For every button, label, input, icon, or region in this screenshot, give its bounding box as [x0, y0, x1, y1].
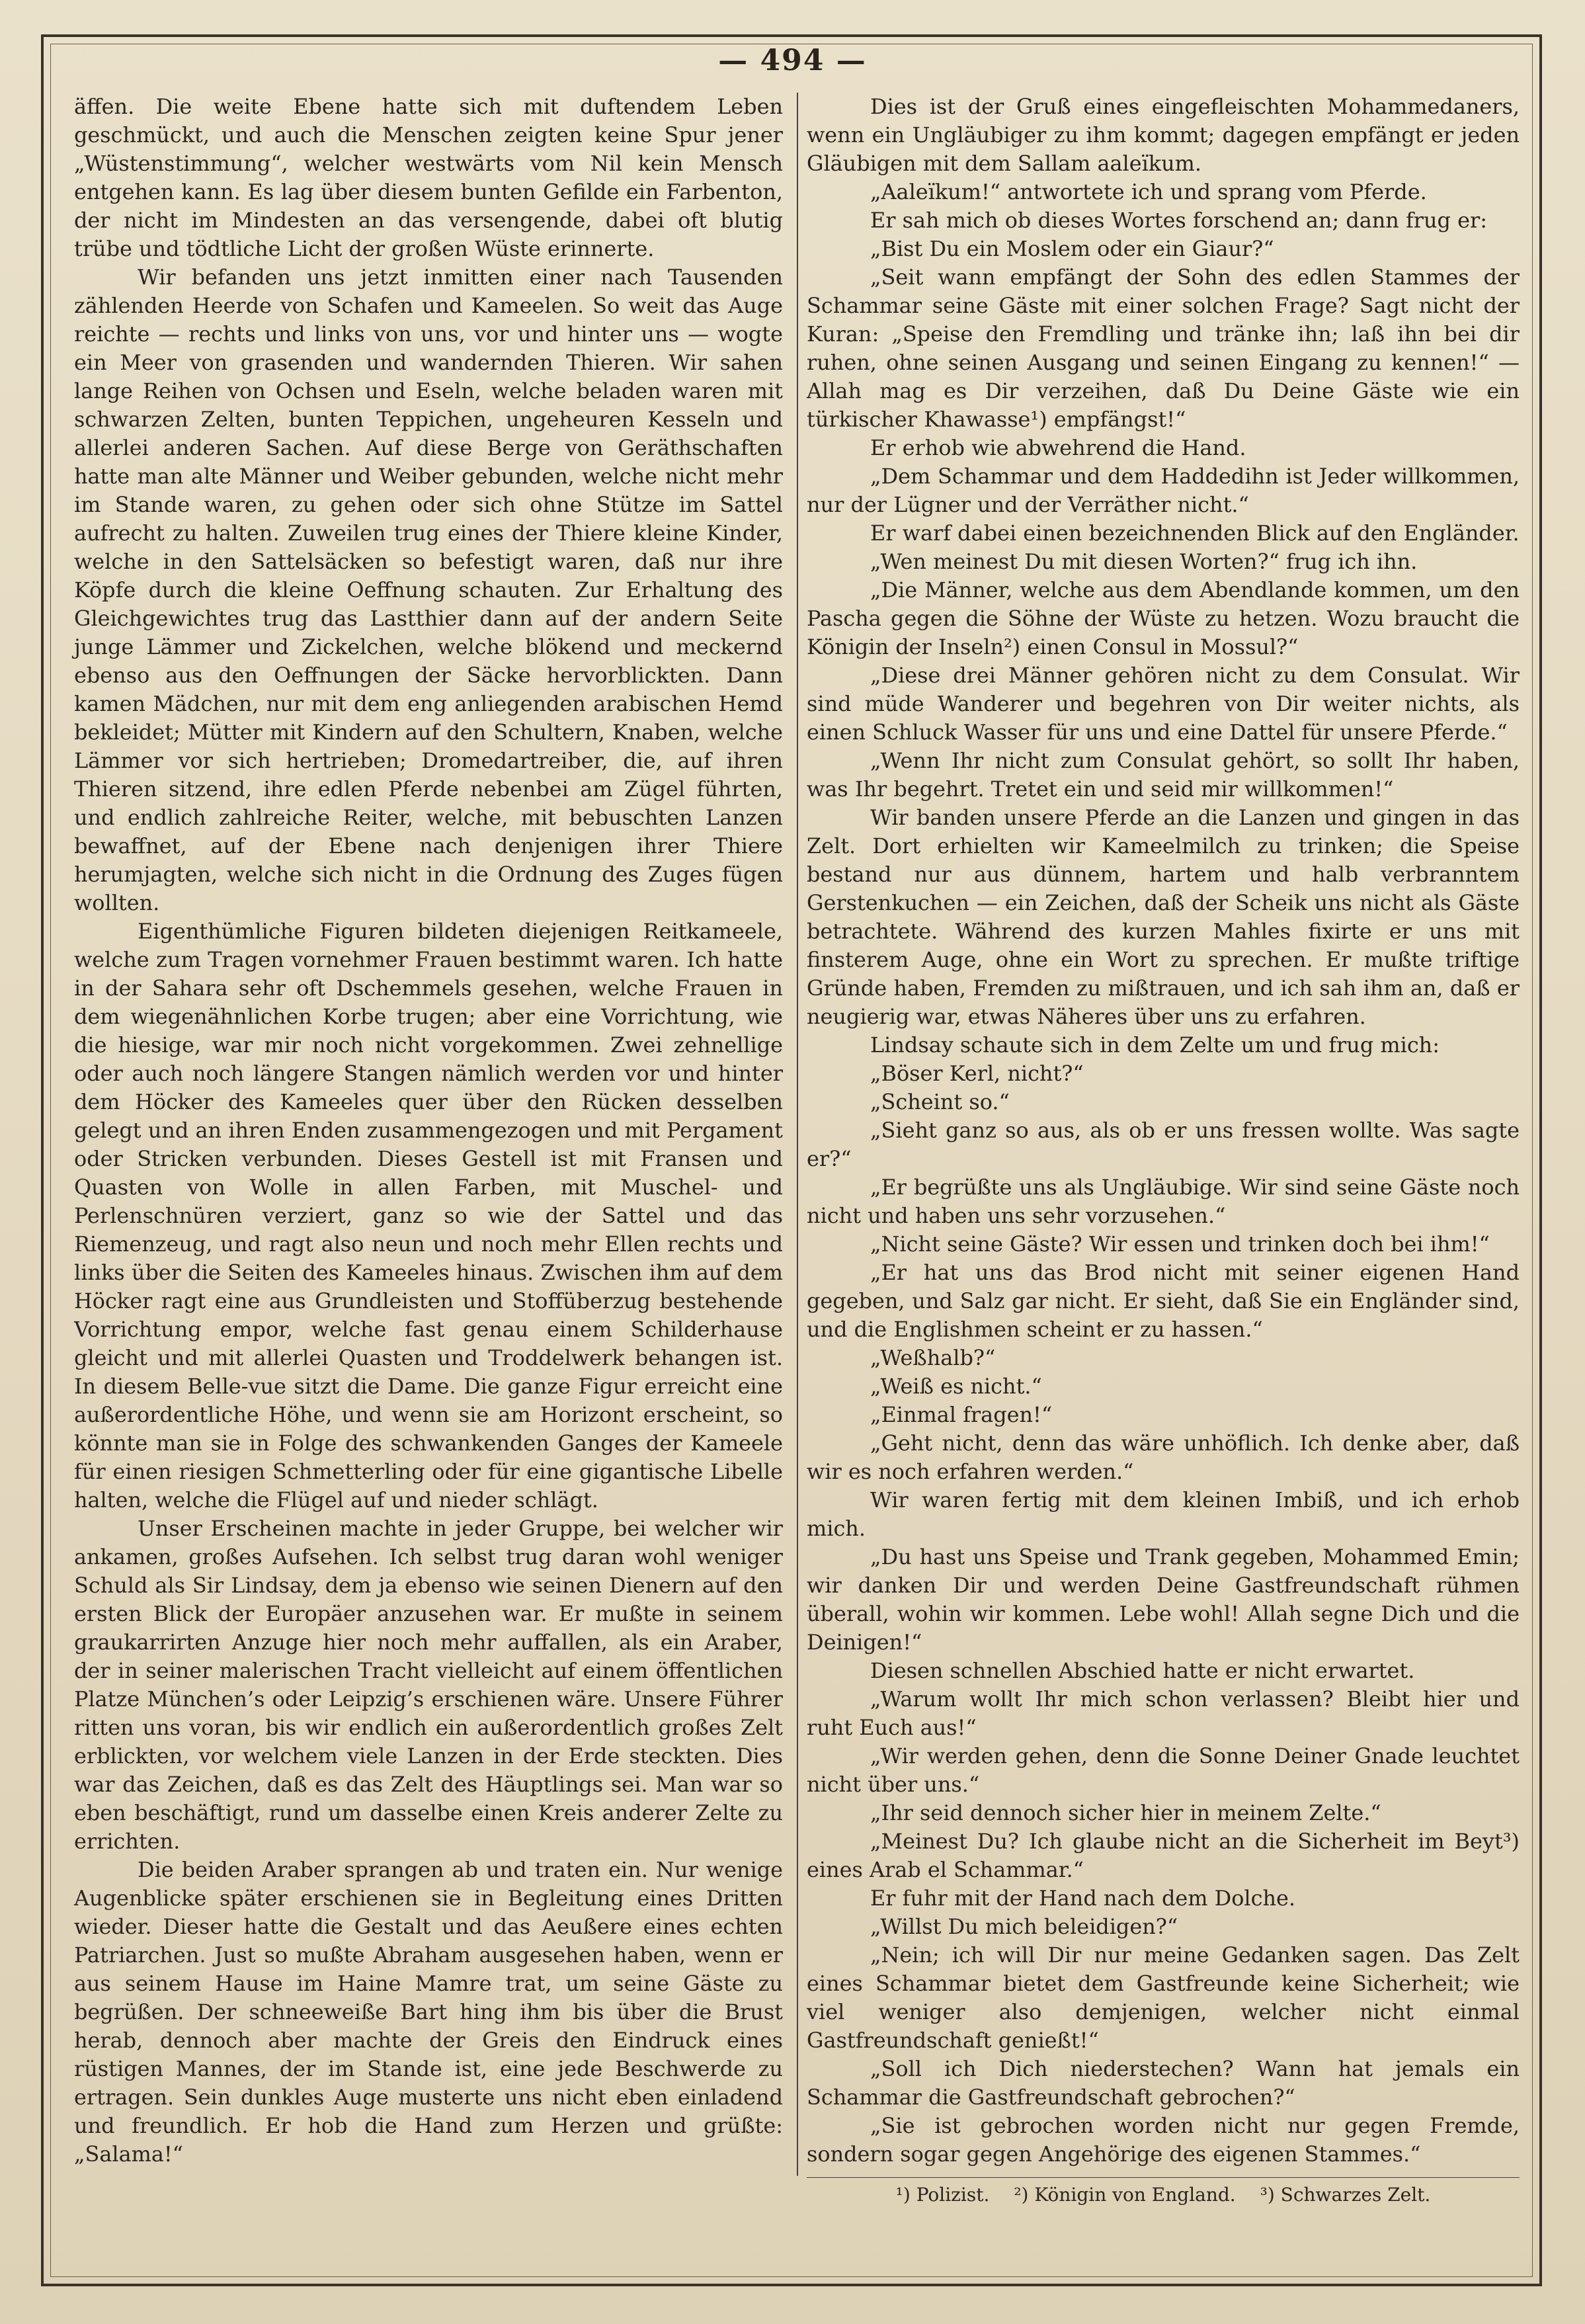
- paragraph: „Bist Du ein Moslem oder ein Giaur?“: [870, 236, 1274, 261]
- paragraph: Lindsay schaute sich in dem Zelte um und frug mich:: [870, 1032, 1440, 1058]
- paragraph: „Aaleïkum!“ antwortete ich und sprang vom Pferde.: [870, 179, 1427, 204]
- footnotes: [807, 2177, 1520, 2207]
- paragraph: „Sie ist gebrochen worden nicht nur gegen Fremde, sondern sogar gegen Angehörige des eigenen Stammes.“: [807, 2113, 1520, 2167]
- paragraph: Wir banden unsere Pferde an die Lanzen und gingen in das Zelt. Dort erhielten wir Kameelmilch zu trinken; die Speise bestand nur aus dünnem, hartem und halb verbranntem Gerstenkuchen — ein Zeichen, daß der Scheik uns nicht als Gäste betrachtete. Während des kurzen Mahles fixirte er uns mit finsterem Auge, ohne ein Wort zu sprechen. Er mußte triftige Gründe haben, Fremden zu mißtrauen, und ich sah ihm an, daß er neugierig war, etwas Näheres über uns zu erfahren.: [807, 805, 1520, 1029]
- page-number: — 494 —: [718, 44, 867, 77]
- left-column: [74, 93, 783, 2169]
- paragraph: „Er hat uns das Brod nicht mit seiner eigenen Hand gegeben, und Salz gar nicht. Er sieht, daß Sie ein Engländer sind, und die Englishmen scheint er zu hassen.“: [807, 1260, 1520, 1342]
- paragraph: „Nicht seine Gäste? Wir essen und trinken doch bei ihm!“: [870, 1231, 1490, 1257]
- column-divider: [797, 93, 798, 2176]
- paragraph: „Wenn Ihr nicht zum Consulat gehört, so sollt Ihr haben, was Ihr begehrt. Tretet ein und seid mir willkommen!“: [807, 748, 1520, 802]
- paragraph: „Willst Du mich beleidigen?“: [870, 1914, 1178, 1939]
- paragraph: Wir befanden uns jetzt inmitten einer nach Tausenden zählenden Heerde von Schafen und Kameelen. So weit das Auge reichte — rechts und links von uns, vor und hinter uns — wogte ein Meer von grasenden und wandernden Thieren. Wir sahen lange Reihen von Ochsen und Eseln, welche beladen waren mit schwarzen Zelten, bunten Teppichen, ungeheuren Kesseln und allerlei anderen Sachen. Auf diese Berge von Geräthschaften hatte man alte Männer und Weiber gebunden, welche nicht mehr im Stande waren, zu gehen oder sich ohne Stütze im Sattel aufrecht zu halten. Zuweilen trug eines der Thiere kleine Kinder, welche in den Sattelsäcken so befestigt waren, daß nur ihre Köpfe durch die kleine Oeffnung schauten. Zur Erhaltung des Gleichgewichtes trug das Lastthier dann auf der andern Seite junge Lämmer und Zickelchen, welche blökend und meckernd ebenso aus den Oeffnungen der Säcke hervorblickten. Dann kamen Mädchen, nur mit dem eng anliegenden arabischen Hemd bekleidet; Mütter mit Kindern auf den Schultern, Knaben, welche Lämmer vor sich hertrieben; Dromedartreiber, die, auf ihren Thieren sitzend, ihre edlen Pferde nebenbei am Zügel führten, und endlich zahlreiche Reiter, welche, mit bebuschten Lanzen bewaffnet, auf der Ebene nach denjenigen ihrer Thiere herumjagten, welche sich nicht in die Ordnung des Zuges fügen wollten.: [74, 265, 783, 915]
- footnote: ²) Königin von England.: [1014, 2184, 1236, 2206]
- paragraph: „Diese drei Männer gehören nicht zu dem Consulat. Wir sind müde Wanderer und begehren von Dir weiter nichts, als einen Schluck Wasser für uns und eine Dattel für unsere Pferde.“: [807, 663, 1520, 745]
- paragraph: „Böser Kerl, nicht?“: [870, 1061, 1084, 1086]
- paragraph: „Einmal fragen!“: [870, 1402, 1053, 1427]
- paragraph: Er sah mich ob dieses Wortes forschend an; dann frug er:: [870, 208, 1487, 233]
- paragraph: „Meinest Du? Ich glaube nicht an die Sicherheit im Beyt³) eines Arab el Schammar.“: [807, 1829, 1520, 1882]
- paragraph: Eigenthümliche Figuren bildeten diejenigen Reitkameele, welche zum Tragen vornehmer Frauen bestimmt waren. Ich hatte in der Sahara sehr oft Dschemmels gesehen, welche Frauen in dem wiegenähnlichen Korbe trugen; aber eine Vorrichtung, wie die hiesige, war mir noch nicht vorgekommen. Zwei zehnellige oder auch noch längere Stangen nämlich werden vor und hinter dem Höcker des Kameeles quer über den Rücken desselben gelegt und an ihren Enden zusammengezogen und mit Pergament oder Stricken verbunden. Dieses Gestell ist mit Fransen und Quasten von Wolle in allen Farben, mit Muschel- und Perlenschnüren verziert, ganz so wie der Sattel und das Riemenzeug, und ragt also neun und noch mehr Ellen rechts und links über die Seiten des Kameeles hinaus. Zwischen ihm auf dem Höcker ragt eine aus Grundleisten und Stoffüberzug bestehende Vorrichtung empor, welche fast genau einem Schilderhause gleicht und mit allerlei Quasten und Troddelwerk behangen ist. In diesem Belle-vue sitzt die Dame. Die ganze Figur erreicht eine außerordentliche Höhe, und wenn sie am Horizont erscheint, so könnte man sie in Folge des schwankenden Ganges der Kameele für einen riesigen Schmetterling oder für eine gigantische Libelle halten, welche die Flügel auf und nieder schlägt.: [74, 919, 783, 1513]
- paragraph: Unser Erscheinen machte in jeder Gruppe, bei welcher wir ankamen, großes Aufsehen. Ich selbst trug daran wohl weniger Schuld als Sir Lindsay, dem ja ebenso wie seinen Dienern auf den ersten Blick der Europäer anzusehen war. Er mußte in seinem graukarrirten Anzuge hier noch mehr auffallen, als ein Araber, der in seiner malerischen Tracht vielleicht auf einem öffentlichen Platze München’s oder Leipzig’s erschienen wäre. Unsere Führer ritten uns voran, bis wir endlich ein außerordentlich großes Zelt erblickten, vor welchem viele Lanzen in der Erde steckten. Dies war das Zeichen, daß es das Zelt des Häuptlings sei. Man war so eben beschäftigt, rund um dasselbe einen Kreis anderer Zelte zu errichten.: [74, 1516, 783, 1854]
- paragraph: „Dem Schammar und dem Haddedihn ist Jeder willkommen, nur der Lügner und der Verräther nicht.“: [807, 464, 1520, 517]
- paragraph: „Wen meinest Du mit diesen Worten?“ frug ich ihn.: [870, 549, 1418, 574]
- paragraph: „Nein; ich will Dir nur meine Gedanken sagen. Das Zelt eines Schammar bietet dem Gastfreunde keine Sicherheit; wie viel weniger also demjenigen, welcher nicht einmal Gastfreundschaft genießt!“: [807, 1942, 1520, 2053]
- paragraph: „Soll ich Dich niederstechen? Wann hat jemals ein Schammar die Gastfreundschaft gebrochen?“: [807, 2056, 1520, 2110]
- paragraph: „Sieht ganz so aus, als ob er uns fressen wollte. Was sagte er?“: [807, 1118, 1520, 1171]
- paragraph: „Weßhalb?“: [870, 1345, 996, 1370]
- paragraph: äffen. Die weite Ebene hatte sich mit duftendem Leben geschmückt, und auch die Menschen zeigten keine Spur jener „Wüstenstimmung“, welcher westwärts vom Nil kein Mensch entgehen kann. Es lag über diesem bunten Gefilde ein Farbenton, der nicht im Mindesten an das versengende, dabei oft blutig trübe und tödtliche Licht der großen Wüste erinnerte.: [74, 94, 783, 261]
- paragraph: Diesen schnellen Abschied hatte er nicht erwartet.: [870, 1658, 1415, 1683]
- paragraph: „Die Männer, welche aus dem Abendlande kommen, um den Pascha gegen die Söhne der Wüste zu hetzen. Wozu braucht die Königin der Inseln²) einen Consul in Mossul?“: [807, 577, 1520, 659]
- paragraph: „Wir werden gehen, denn die Sonne Deiner Gnade leuchtet nicht über uns.“: [807, 1743, 1520, 1797]
- paragraph: „Weiß es nicht.“: [870, 1374, 1042, 1399]
- paragraph: „Seit wann empfängt der Sohn des edlen Stammes der Schammar seine Gäste mit einer solchen Frage? Sagt nicht der Kuran: „Speise den Fremdling und tränke ihn; laß ihn bei dir ruhen, ohne seinen Ausgang und seinen Eingang zu kennen!“ — Allah mag es Dir verzeihen, daß Du Deine Gäste wie ein türkischer Khawasse¹) empfängst!“: [807, 265, 1520, 432]
- right-column: [807, 93, 1520, 2169]
- paragraph: „Du hast uns Speise und Trank gegeben, Mohammed Emin; wir danken Dir und werden Deine Gastfreundschaft rühmen überall, wohin wir kommen. Lebe wohl! Allah segne Dich und die Deinigen!“: [807, 1544, 1520, 1655]
- paragraph: „Er begrüßte uns als Ungläubige. Wir sind seine Gäste noch nicht und haben uns sehr vorzusehen.“: [807, 1175, 1520, 1228]
- paragraph: Er fuhr mit der Hand nach dem Dolche.: [870, 1886, 1296, 1911]
- paragraph: „Geht nicht, denn das wäre unhöflich. Ich denke aber, daß wir es noch erfahren werden.“: [807, 1431, 1520, 1484]
- paragraph: „Warum wollt Ihr mich schon verlassen? Bleibt hier und ruht Euch aus!“: [807, 1686, 1520, 1740]
- footnote: ³) Schwarzes Zelt.: [1260, 2184, 1431, 2206]
- footnote: ¹) Polizist.: [895, 2184, 990, 2206]
- paragraph: „Ihr seid dennoch sicher hier in meinem Zelte.“: [870, 1800, 1381, 1825]
- paragraph: Er warf dabei einen bezeichnenden Blick auf den Engländer.: [870, 520, 1520, 546]
- paragraph: Dies ist der Gruß eines eingefleischten Mohammedaners, wenn ein Ungläubiger zu ihm kommt; dagegen empfängt er jeden Gläubigen mit dem Sallam aaleïkum.: [807, 94, 1520, 176]
- paragraph: „Scheint so.“: [870, 1089, 1010, 1114]
- paragraph: Die beiden Araber sprangen ab und traten ein. Nur wenige Augenblicke später erschienen sie in Begleitung eines Dritten wieder. Dieser hatte die Gestalt und das Aeußere eines echten Patriarchen. Just so mußte Abraham ausgesehen haben, wenn er aus seinem Hause im Haine Mamre trat, um seine Gäste zu begrüßen. Der schneeweiße Bart hing ihm bis über die Brust herab, dennoch aber machte der Greis den Eindruck eines rüstigen Mannes, der im Stande ist, eine jede Beschwerde zu ertragen. Sein dunkles Auge musterte uns nicht eben einladend und freundlich. Er hob die Hand zum Herzen und grüßte: „Salama!“: [74, 1857, 783, 2167]
- paragraph: Er erhob wie abwehrend die Hand.: [870, 435, 1246, 460]
- paragraph: Wir waren fertig mit dem kleinen Imbiß, und ich erhob mich.: [807, 1487, 1520, 1541]
